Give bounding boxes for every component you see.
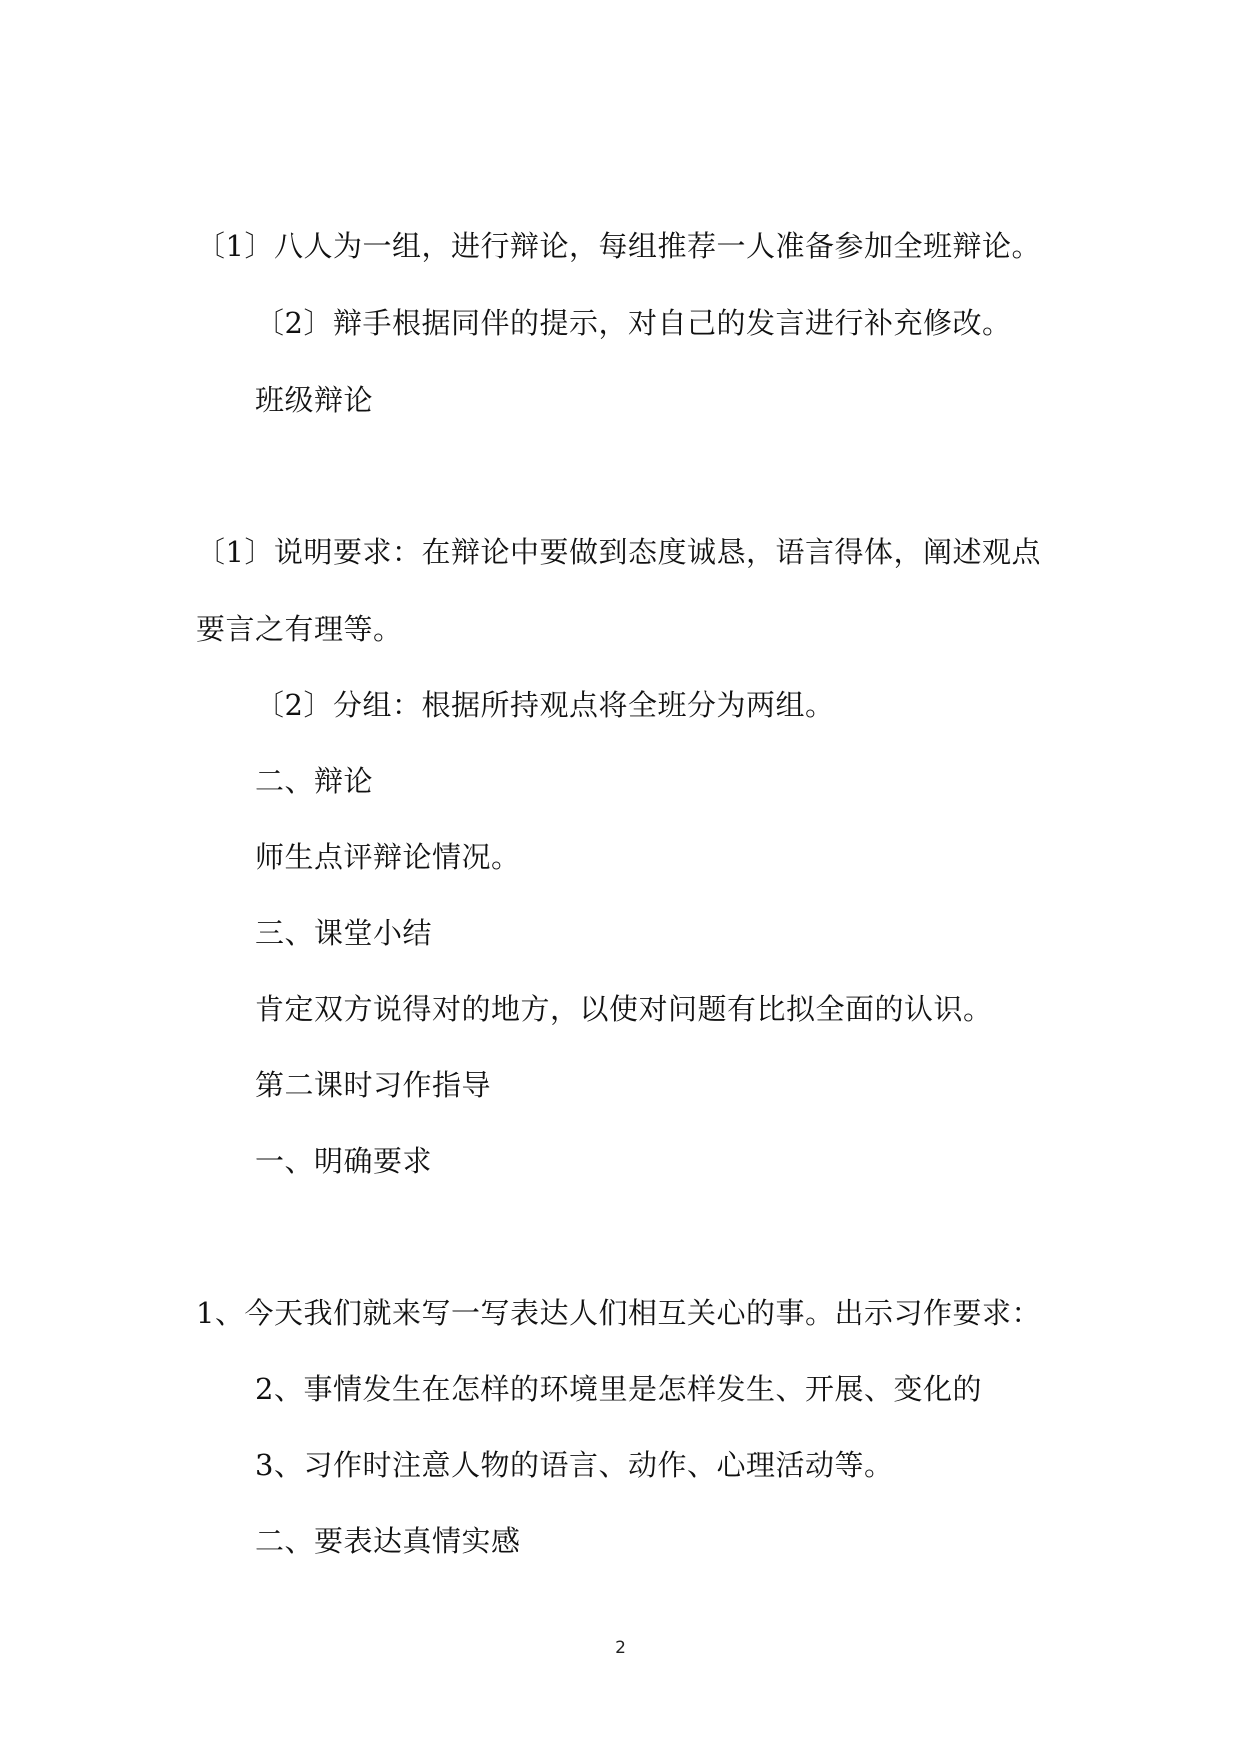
section-heading-class-debate: 班级辩论: [255, 383, 374, 417]
section-heading-requirements: 一、明确要求: [255, 1144, 433, 1178]
page-number: 2: [615, 1638, 626, 1658]
section-heading-second-lesson: 第二课时习作指导: [255, 1068, 492, 1102]
text-line-13: 1、今天我们就来写一写表达人们相互关心的事。出示习作要求：: [196, 1296, 1041, 1330]
text-line-15: 3、习作时注意人物的语言、动作、心理活动等。: [255, 1448, 894, 1482]
section-heading-true-feelings: 二、要表达真情实感: [255, 1524, 521, 1558]
text-line-6: 〔2〕分组：根据所持观点将全班分为两组。: [255, 688, 835, 722]
text-line-5: 要言之有理等。: [196, 612, 403, 646]
text-line-4: 〔1〕说明要求：在辩论中要做到态度诚恳，语言得体，阐述观点: [196, 535, 1041, 569]
text-line-8: 师生点评辩论情况。: [255, 840, 521, 874]
section-heading-debate: 二、辩论: [255, 764, 374, 798]
text-line-14: 2、事情发生在怎样的环境里是怎样发生、开展、变化的: [255, 1372, 982, 1406]
section-heading-summary: 三、课堂小结: [255, 916, 433, 950]
text-line-2: 〔2〕辩手根据同伴的提示，对自己的发言进行补充修改。: [255, 306, 1012, 340]
text-line-10: 肯定双方说得对的地方，以使对问题有比拟全面的认识。: [255, 992, 993, 1026]
text-line-1: 〔1〕八人为一组，进行辩论，每组推荐一人准备参加全班辩论。: [196, 229, 1041, 263]
